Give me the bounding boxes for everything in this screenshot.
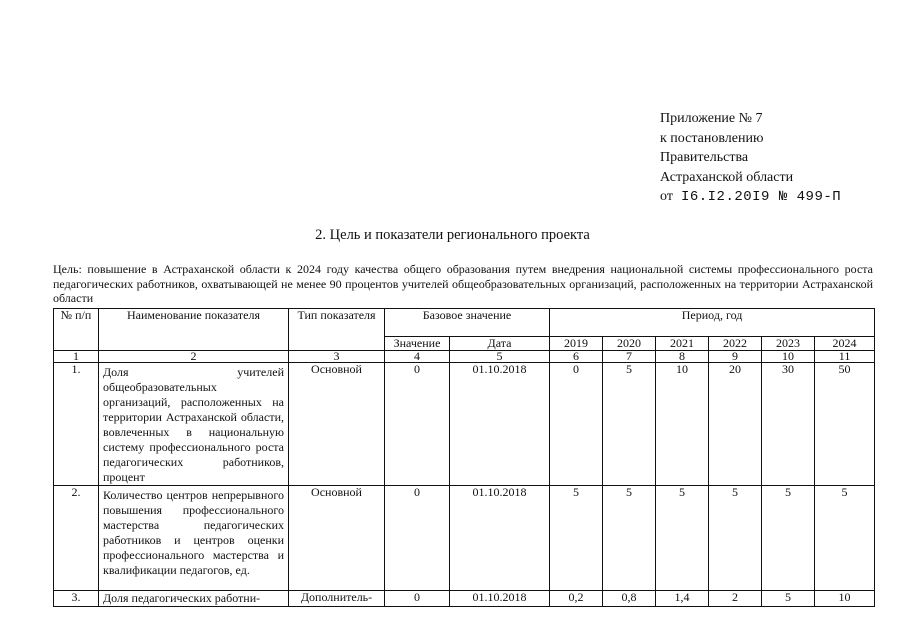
row-type: Дополнитель-: [289, 591, 385, 607]
column-number: 9: [709, 351, 762, 363]
header-base-date: Дата: [450, 337, 550, 351]
row-base-value: 0: [385, 591, 450, 607]
decree-number: I6.I2.20I9 № 499-П: [680, 189, 842, 205]
row-year-value: 2: [709, 591, 762, 607]
decree-prefix: от: [660, 189, 673, 204]
row-year-value: 5: [762, 591, 815, 607]
row-num: 2.: [54, 486, 99, 591]
row-year-value: 5: [603, 486, 656, 591]
header-period: Период, год: [550, 309, 875, 337]
table-row: [54, 486, 875, 591]
column-number: 2: [99, 351, 289, 363]
row-year-value: 5: [550, 486, 603, 591]
column-number: 3: [289, 351, 385, 363]
row-year-value: 5: [762, 486, 815, 591]
row-name: Доля учителей общеобразовательных организаций, расположенных на территории Астраханской области, вовлеченных в национальную систему профессионального роста педагогических работников, процент: [99, 363, 289, 486]
row-year-value: 5: [603, 363, 656, 486]
row-year-value: 50: [815, 363, 875, 486]
row-base-value: 0: [385, 486, 450, 591]
row-year-value: 0: [550, 363, 603, 486]
annex-line-3: Правительства: [660, 150, 749, 165]
row-year-value: 10: [815, 591, 875, 607]
row-year-value: 5: [815, 486, 875, 591]
row-base-date: 01.10.2018: [450, 591, 550, 607]
annex-line-2: к постановлению: [660, 130, 764, 146]
column-number: 7: [603, 351, 656, 363]
row-num: 3.: [54, 591, 99, 607]
annex-line-1: Приложение № 7: [660, 111, 763, 126]
column-number: 8: [656, 351, 709, 363]
column-number: 5: [450, 351, 550, 363]
header-base: Базовое значение: [385, 309, 550, 337]
row-type: Основной: [289, 486, 385, 591]
row-year-value: 20: [709, 363, 762, 486]
header-name: Наименование показателя: [99, 309, 289, 351]
row-year-value: 5: [709, 486, 762, 591]
row-type: Основной: [289, 363, 385, 486]
row-name: Количество центров непрерывного повышения профессионального мастерства педагогических работников и центров оценки профессионального мастерства и квалификации педагогов, ед.: [99, 486, 289, 591]
header-row: [54, 309, 875, 337]
table-row: [54, 363, 875, 486]
header-type: Тип показателя: [289, 309, 385, 351]
row-name: Доля педагогических работни-: [99, 591, 289, 607]
header-year: 2023: [762, 337, 815, 351]
column-number: 10: [762, 351, 815, 363]
header-year: 2020: [603, 337, 656, 351]
header-num: № п/п: [54, 309, 99, 351]
annex-block: [660, 109, 841, 208]
column-number: 4: [385, 351, 450, 363]
section-title: 2. Цель и показатели регионального проекта: [315, 227, 590, 243]
row-num: 1.: [54, 363, 99, 486]
table-row: [54, 591, 875, 607]
column-number: 6: [550, 351, 603, 363]
row-base-date: 01.10.2018: [450, 486, 550, 591]
header-year: 2019: [550, 337, 603, 351]
column-number: 1: [54, 351, 99, 363]
row-year-value: 0,2: [550, 591, 603, 607]
row-year-value: 10: [656, 363, 709, 486]
annex-line-4: Астраханской области: [660, 169, 794, 185]
row-year-value: 0,8: [603, 591, 656, 607]
header-base-value: Значение: [385, 337, 450, 351]
row-year-value: 1,4: [656, 591, 709, 607]
row-year-value: 5: [656, 486, 709, 591]
row-base-value: 0: [385, 363, 450, 486]
goal-text: Цель: повышение в Астраханской области к 2024 году качества общего образования путем внедрения национальной системы профессионального роста педагогических работников, охватывающей не менее 90 процентов учителей общеобразовательных организаций, расположенных на территории Астраханской области: [53, 262, 873, 305]
column-number-row: [54, 351, 875, 363]
row-year-value: 30: [762, 363, 815, 486]
row-base-date: 01.10.2018: [450, 363, 550, 486]
header-year: 2024: [815, 337, 875, 351]
indicators-table: [53, 308, 875, 607]
column-number: 11: [815, 351, 875, 363]
header-year: 2021: [656, 337, 709, 351]
header-year: 2022: [709, 337, 762, 351]
decree-line: [660, 187, 841, 208]
